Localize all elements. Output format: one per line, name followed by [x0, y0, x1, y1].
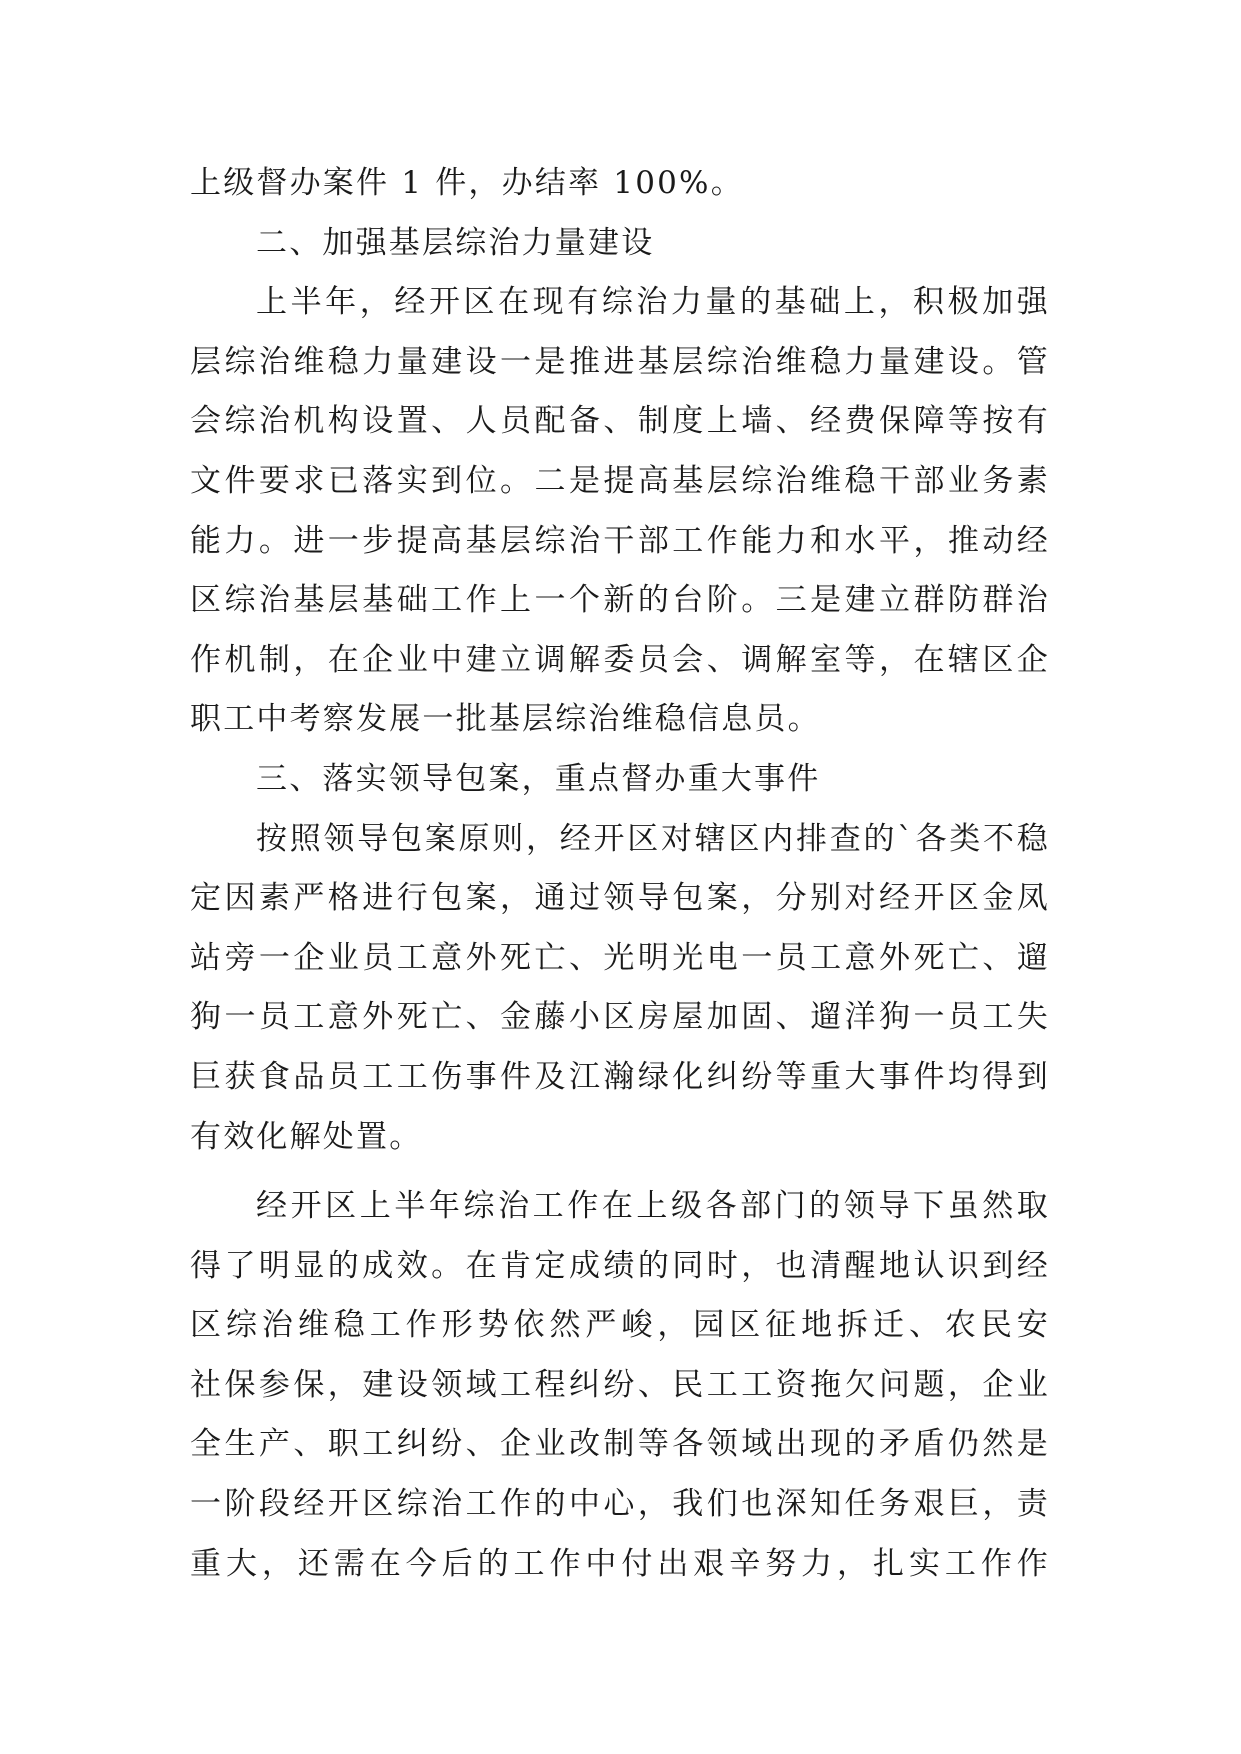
- text-line: 得了明显的成效。在肯定成绩的同时，也清醒地认识到经: [190, 1247, 1050, 1284]
- text-line: 能力。进一步提高基层综治干部工作能力和水平，推动经: [190, 522, 1050, 559]
- text-line: 区综治基层基础工作上一个新的台阶。三是建立群防群治: [190, 582, 1050, 619]
- text-line: 巨获食品员工工伤事件及江瀚绿化纠纷等重大事件均得到: [190, 1058, 1050, 1095]
- text-line: 会综治机构设置、人员配备、制度上墙、经费保障等按有: [190, 403, 1050, 440]
- text-line: 狗一员工意外死亡、金藤小区房屋加固、遛洋狗一员工失: [190, 999, 1050, 1036]
- text-line: 文件要求已落实到位。二是提高基层综治维稳干部业务素: [190, 462, 1050, 499]
- text-line: 作机制，在企业中建立调解委员会、调解室等，在辖区企: [190, 641, 1050, 678]
- text-line: 站旁一企业员工意外死亡、光明光电一员工意外死亡、遛: [190, 939, 1050, 976]
- section-heading: 三、落实领导包案，重点督办重大事件: [256, 760, 821, 797]
- text-line: 经开区上半年综治工作在上级各部门的领导下虽然取: [256, 1188, 1050, 1225]
- text-line: 有效化解处置。: [190, 1118, 423, 1155]
- paragraph-gap: [190, 1167, 1050, 1177]
- text-line: 层综治维稳力量建设一是推进基层综治维稳力量建设。管: [190, 343, 1050, 380]
- text-line: 定因素严格进行包案，通过领导包案，分别对经开区金凤: [190, 880, 1050, 917]
- text-line: 全生产、职工纠纷、企业改制等各领域出现的矛盾仍然是: [190, 1426, 1050, 1463]
- text-line: 上半年，经开区在现有综治力量的基础上，积极加强: [256, 284, 1050, 321]
- text-line: 社保参保，建设领域工程纠纷、民工工资拖欠问题，企业: [190, 1366, 1050, 1403]
- text-line: 一阶段经开区综治工作的中心，我们也深知任务艰巨，责: [190, 1486, 1050, 1523]
- section-heading: 二、加强基层综治力量建设: [256, 224, 655, 261]
- text-line: 上级督办案件 1 件，办结率 100%。: [190, 165, 744, 201]
- text-line: 职工中考察发展一批基层综治维稳信息员。: [190, 701, 821, 738]
- text-line: 重大，还需在今后的工作中付出艰辛努力，扎实工作作: [190, 1545, 1050, 1582]
- text-line: 按照领导包案原则，经开区对辖区内排查的`各类不稳: [256, 820, 1050, 857]
- document-body: [190, 154, 1050, 1594]
- text-line: 区综治维稳工作形势依然严峻，园区征地拆迁、农民安: [190, 1307, 1050, 1344]
